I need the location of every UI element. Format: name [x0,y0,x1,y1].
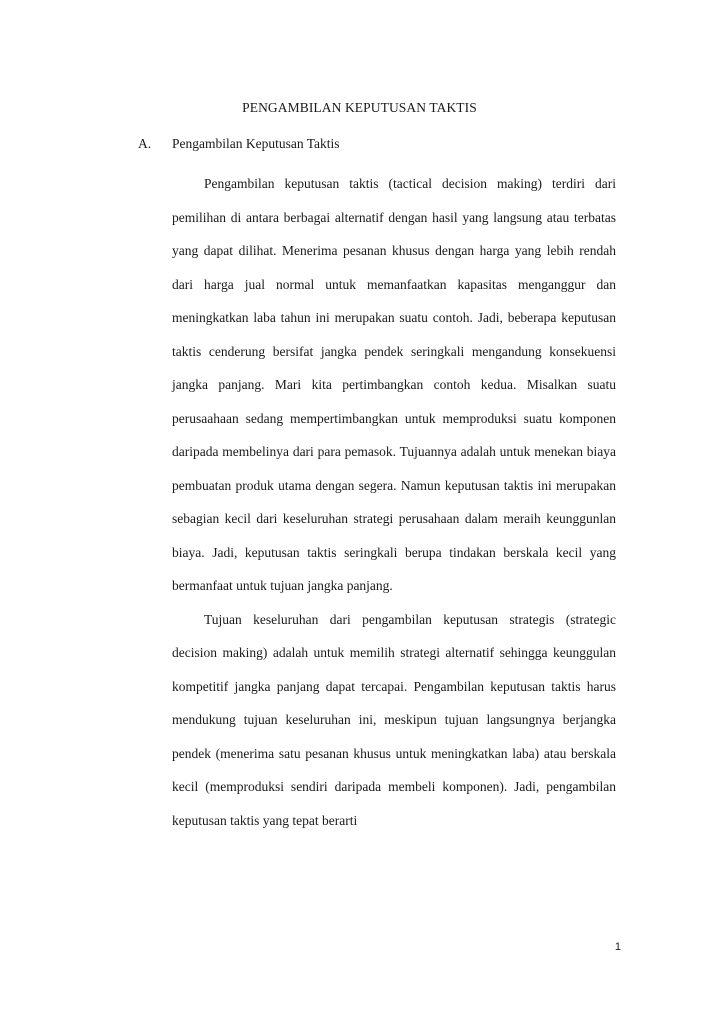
section-heading-text: Pengambilan Keputusan Taktis [172,136,340,151]
section-heading [138,136,340,152]
paragraph: Pengambilan keputusan taktis (tactical decision making) terdiri dari pemilihan di antara berbagai alternatif dengan hasil yang langsung atau terbatas yang dapat dilihat. Menerima pesanan khusus dengan harga yang lebih rendah dari harga jual normal untuk memanfaatkan kapasitas menganggur dan meningkatkan laba tahun ini merupakan suatu contoh. Jadi, beberapa keputusan taktis cenderung bersifat jangka pendek seringkali mengandung konsekuensi jangka panjang. Mari kita pertimbangkan contoh kedua. Misalkan suatu perusaahaan sedang mempertimbangkan untuk memproduksi suatu komponen daripada membelinya dari para pemasok. Tujuannya adalah untuk menekan biaya pembuatan produk utama dengan segera. Namun keputusan taktis ini merupakan sebagian kecil dari keseluruhan strategi perusahaan dalam meraih keunggunlan biaya. Jadi, keputusan taktis seringkali berupa tindakan berskala kecil yang bermanfaat untuk tujuan jangka panjang. [172,176,616,593]
document-body [172,167,616,837]
paragraph: Tujuan keseluruhan dari pengambilan keputusan strategis (strategic decision making) adalah untuk memilih strategi alternatif sehingga keunggulan kompetitif jangka panjang dapat tercapai. Pengambilan keputusan taktis harus mendukung tujuan keseluruhan ini, meskipun tujuan langsungnya berjangka pendek (menerima satu pesanan khusus untuk meningkatkan laba) atau berskala kecil (memproduksi sendiri daripada membeli komponen). Jadi, pengambilan keputusan taktis yang tepat berarti [172,611,616,828]
document-title: PENGAMBILAN KEPUTUSAN TAKTIS [242,100,477,115]
page-number: 1 [614,941,621,953]
section-number: A. [138,136,152,151]
